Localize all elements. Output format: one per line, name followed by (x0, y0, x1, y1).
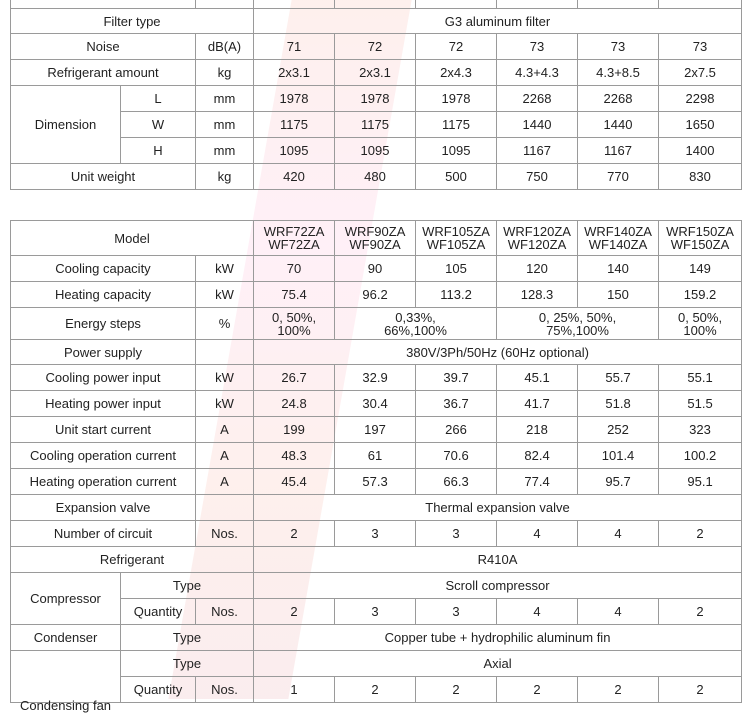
cell: 1167 (497, 138, 578, 164)
row-value: Scroll compressor (254, 573, 742, 599)
model-line: WRF150ZA (666, 224, 734, 239)
energy-line: 75%,100% (546, 322, 609, 338)
row-unit: kg (196, 164, 254, 190)
cell: 1978 (335, 86, 416, 112)
row-unit: kW (196, 365, 254, 391)
row-unit (196, 340, 254, 365)
row-unit: A (196, 443, 254, 469)
cell: 420 (254, 164, 335, 190)
row-label: Heating capacity (11, 282, 196, 308)
cell: 55.1 (659, 365, 742, 391)
cell: 73 (497, 34, 578, 60)
row-label: Dimension (11, 86, 121, 164)
row-label: Compressor (11, 573, 121, 625)
energy-line: 100% (683, 322, 717, 338)
cell: 199 (254, 417, 335, 443)
row-unit: mm (196, 86, 254, 112)
cell-model (578, 221, 659, 256)
row-label: Unit start current (11, 417, 196, 443)
model-line: WRF105ZA (422, 224, 490, 239)
row-unit: mm (196, 138, 254, 164)
model-line: WRF90ZA (344, 224, 406, 239)
row-sublabel: W (121, 112, 196, 138)
row-label: Noise (11, 34, 196, 60)
model-line: WF90ZA (349, 237, 401, 252)
cell: 1167 (578, 138, 659, 164)
cell: 252 (578, 417, 659, 443)
cell: 2 (659, 599, 742, 625)
cell: 2 (659, 677, 742, 703)
model-line: WF140ZA (588, 237, 648, 252)
row-dimension-w (11, 112, 742, 138)
row-unit: % (196, 308, 254, 340)
row-unit: A (196, 469, 254, 495)
row-unit-start-current (11, 417, 742, 443)
row-label: Cooling capacity (11, 256, 196, 282)
cell: 90 (335, 256, 416, 282)
cell: 70 (254, 256, 335, 282)
cell: 4 (578, 599, 659, 625)
cell: 4 (578, 521, 659, 547)
cell: 41.7 (497, 391, 578, 417)
row-label: Expansion valve (11, 495, 196, 521)
row-label: Condenser (11, 625, 121, 651)
spec-table-upper (10, 0, 742, 190)
cell: 140 (578, 256, 659, 282)
cell: 82.4 (497, 443, 578, 469)
cell: 128.3 (497, 282, 578, 308)
row-unit: Nos. (196, 521, 254, 547)
spec-table-lower (10, 220, 742, 713)
row-unit: Nos. (196, 599, 254, 625)
cell: 3 (416, 599, 497, 625)
cell-energy (497, 308, 659, 340)
row-value: G3 aluminum filter (254, 9, 742, 34)
cell: 51.5 (659, 391, 742, 417)
cell: 4.3+8.5 (578, 60, 659, 86)
cell: 197 (335, 417, 416, 443)
energy-line: 66%,100% (384, 322, 447, 338)
row-label: Heating power input (11, 391, 196, 417)
row-noise (11, 34, 742, 60)
cell: 45.1 (497, 365, 578, 391)
cell: 73 (659, 34, 742, 60)
cell-model (254, 221, 335, 256)
cell: 1400 (659, 138, 742, 164)
cell: 1175 (335, 112, 416, 138)
row-unit (196, 495, 254, 521)
cell: 72 (335, 34, 416, 60)
cell: 480 (335, 164, 416, 190)
row-label: Heating operation current (11, 469, 196, 495)
cell: 3 (335, 599, 416, 625)
cell: 101.4 (578, 443, 659, 469)
cell: 3 (416, 521, 497, 547)
cell: 750 (497, 164, 578, 190)
cell: 3 (335, 521, 416, 547)
row-heating-operation-current (11, 469, 742, 495)
row-label: Number of circuit (11, 521, 196, 547)
row-sublabel: Type (121, 573, 254, 599)
model-line: WF120ZA (507, 237, 567, 252)
row-value: Copper tube + hydrophilic aluminum fin (254, 625, 742, 651)
cell: 770 (578, 164, 659, 190)
cell: 57.3 (335, 469, 416, 495)
energy-line: 100% (277, 322, 311, 338)
row-number-of-circuit (11, 521, 742, 547)
cell: 95.1 (659, 469, 742, 495)
model-line: WRF120ZA (503, 224, 571, 239)
row-label: Cooling operation current (11, 443, 196, 469)
cell: 1440 (578, 112, 659, 138)
cell-model (659, 221, 742, 256)
cell: 73 (578, 34, 659, 60)
cell: 70.6 (416, 443, 497, 469)
row-unit: kW (196, 256, 254, 282)
cell: 2268 (578, 86, 659, 112)
cell: 30.4 (335, 391, 416, 417)
row-label: Model (11, 221, 254, 256)
cell: 75.4 (254, 282, 335, 308)
row-unit: mm (196, 112, 254, 138)
energy-line: 0,33%, (395, 309, 436, 325)
row-heating-power-input (11, 391, 742, 417)
energy-line: 0, 25%, 50%, (538, 309, 617, 325)
cell: 323 (659, 417, 742, 443)
cell: 120 (497, 256, 578, 282)
row-label: Cooling power input (11, 365, 196, 391)
row-unit: kg (196, 60, 254, 86)
cell: 2x3.1 (254, 60, 335, 86)
cell: 1175 (416, 112, 497, 138)
cell: 2x4.3 (416, 60, 497, 86)
cell: 1095 (416, 138, 497, 164)
cell-model (335, 221, 416, 256)
row-sublabel: Quantity (121, 599, 196, 625)
cell: 4 (497, 599, 578, 625)
cell: 1095 (335, 138, 416, 164)
row-unit: dB(A) (196, 34, 254, 60)
row-power-supply (11, 340, 742, 365)
table-row (11, 0, 742, 9)
cell: 149 (659, 256, 742, 282)
row-cooling-operation-current (11, 443, 742, 469)
row-value: 380V/3Ph/50Hz (60Hz optional) (254, 340, 742, 365)
row-filter-type (11, 9, 742, 34)
cell: 45.4 (254, 469, 335, 495)
cell: 96.2 (335, 282, 416, 308)
cell: 71 (254, 34, 335, 60)
row-condensing-fan-quantity (11, 677, 742, 703)
cell: 2 (578, 677, 659, 703)
cell: 105 (416, 256, 497, 282)
cell: 48.3 (254, 443, 335, 469)
cell: 2x3.1 (335, 60, 416, 86)
cell: 1650 (659, 112, 742, 138)
cell-energy (254, 308, 335, 340)
row-unit: A (196, 417, 254, 443)
cell: 95.7 (578, 469, 659, 495)
cell: 1095 (254, 138, 335, 164)
row-label: Filter type (11, 9, 254, 34)
cell: 2 (659, 521, 742, 547)
row-compressor-type (11, 573, 742, 599)
row-value: Thermal expansion valve (254, 495, 742, 521)
cell: 36.7 (416, 391, 497, 417)
row-sublabel: H (121, 138, 196, 164)
row-label: Refrigerant amount (11, 60, 196, 86)
row-unit: kW (196, 391, 254, 417)
cell: 72 (416, 34, 497, 60)
cell-model (497, 221, 578, 256)
row-dimension-l (11, 86, 742, 112)
row-unit: Nos. (196, 677, 254, 703)
cell: 2 (254, 521, 335, 547)
cell: 2298 (659, 86, 742, 112)
cell: 4.3+4.3 (497, 60, 578, 86)
row-sublabel: L (121, 86, 196, 112)
cell: 2 (497, 677, 578, 703)
row-heating-capacity (11, 282, 742, 308)
row-model (11, 221, 742, 256)
cell: 830 (659, 164, 742, 190)
cell: 2 (335, 677, 416, 703)
cell: 266 (416, 417, 497, 443)
row-label: Power supply (11, 340, 196, 365)
cell: 500 (416, 164, 497, 190)
row-refrigerant (11, 547, 742, 573)
cell-energy (335, 308, 497, 340)
row-compressor-quantity (11, 599, 742, 625)
model-line: WF72ZA (268, 237, 320, 252)
cell-energy (659, 308, 742, 340)
cell: 61 (335, 443, 416, 469)
energy-line: 0, 50%, (271, 309, 317, 325)
condensing-fan-label: Condensing fan (19, 698, 112, 713)
row-label: Refrigerant (11, 547, 254, 573)
model-line: WF150ZA (670, 237, 730, 252)
cell: 1440 (497, 112, 578, 138)
cell: 1175 (254, 112, 335, 138)
cell: 1978 (416, 86, 497, 112)
cell: 2268 (497, 86, 578, 112)
cell: 150 (578, 282, 659, 308)
row-condenser (11, 625, 742, 651)
row-value: R410A (254, 547, 742, 573)
cell: 66.3 (416, 469, 497, 495)
row-label: Unit weight (11, 164, 196, 190)
row-sublabel: Quantity (121, 677, 196, 703)
row-label: Energy steps (11, 308, 196, 340)
row-cooling-power-input (11, 365, 742, 391)
model-line: WRF72ZA (263, 224, 325, 239)
row-sublabel: Type (121, 651, 254, 677)
row-dimension-h (11, 138, 742, 164)
row-condensing-fan-type (11, 651, 742, 677)
cell: 32.9 (335, 365, 416, 391)
model-line: WRF140ZA (584, 224, 652, 239)
energy-line: 0, 50%, (677, 309, 723, 325)
cell: 159.2 (659, 282, 742, 308)
cell: 2x7.5 (659, 60, 742, 86)
row-unit: kW (196, 282, 254, 308)
model-line: WF105ZA (426, 237, 486, 252)
cell: 2 (254, 599, 335, 625)
row-refrigerant-amount (11, 60, 742, 86)
row-unit-weight (11, 164, 742, 190)
cell: 4 (497, 521, 578, 547)
cell-model (416, 221, 497, 256)
cell: 24.8 (254, 391, 335, 417)
row-value: Axial (254, 651, 742, 677)
row-sublabel: Type (121, 625, 254, 651)
cell: 26.7 (254, 365, 335, 391)
cell: 77.4 (497, 469, 578, 495)
cell: 100.2 (659, 443, 742, 469)
cell: 218 (497, 417, 578, 443)
row-label (11, 651, 121, 713)
row-expansion-valve (11, 495, 742, 521)
row-energy-steps (11, 308, 742, 340)
cell: 1978 (254, 86, 335, 112)
row-cooling-capacity (11, 256, 742, 282)
cell: 113.2 (416, 282, 497, 308)
cell: 2 (416, 677, 497, 703)
cell: 39.7 (416, 365, 497, 391)
cell: 1 (254, 677, 335, 703)
cell: 55.7 (578, 365, 659, 391)
cell: 51.8 (578, 391, 659, 417)
